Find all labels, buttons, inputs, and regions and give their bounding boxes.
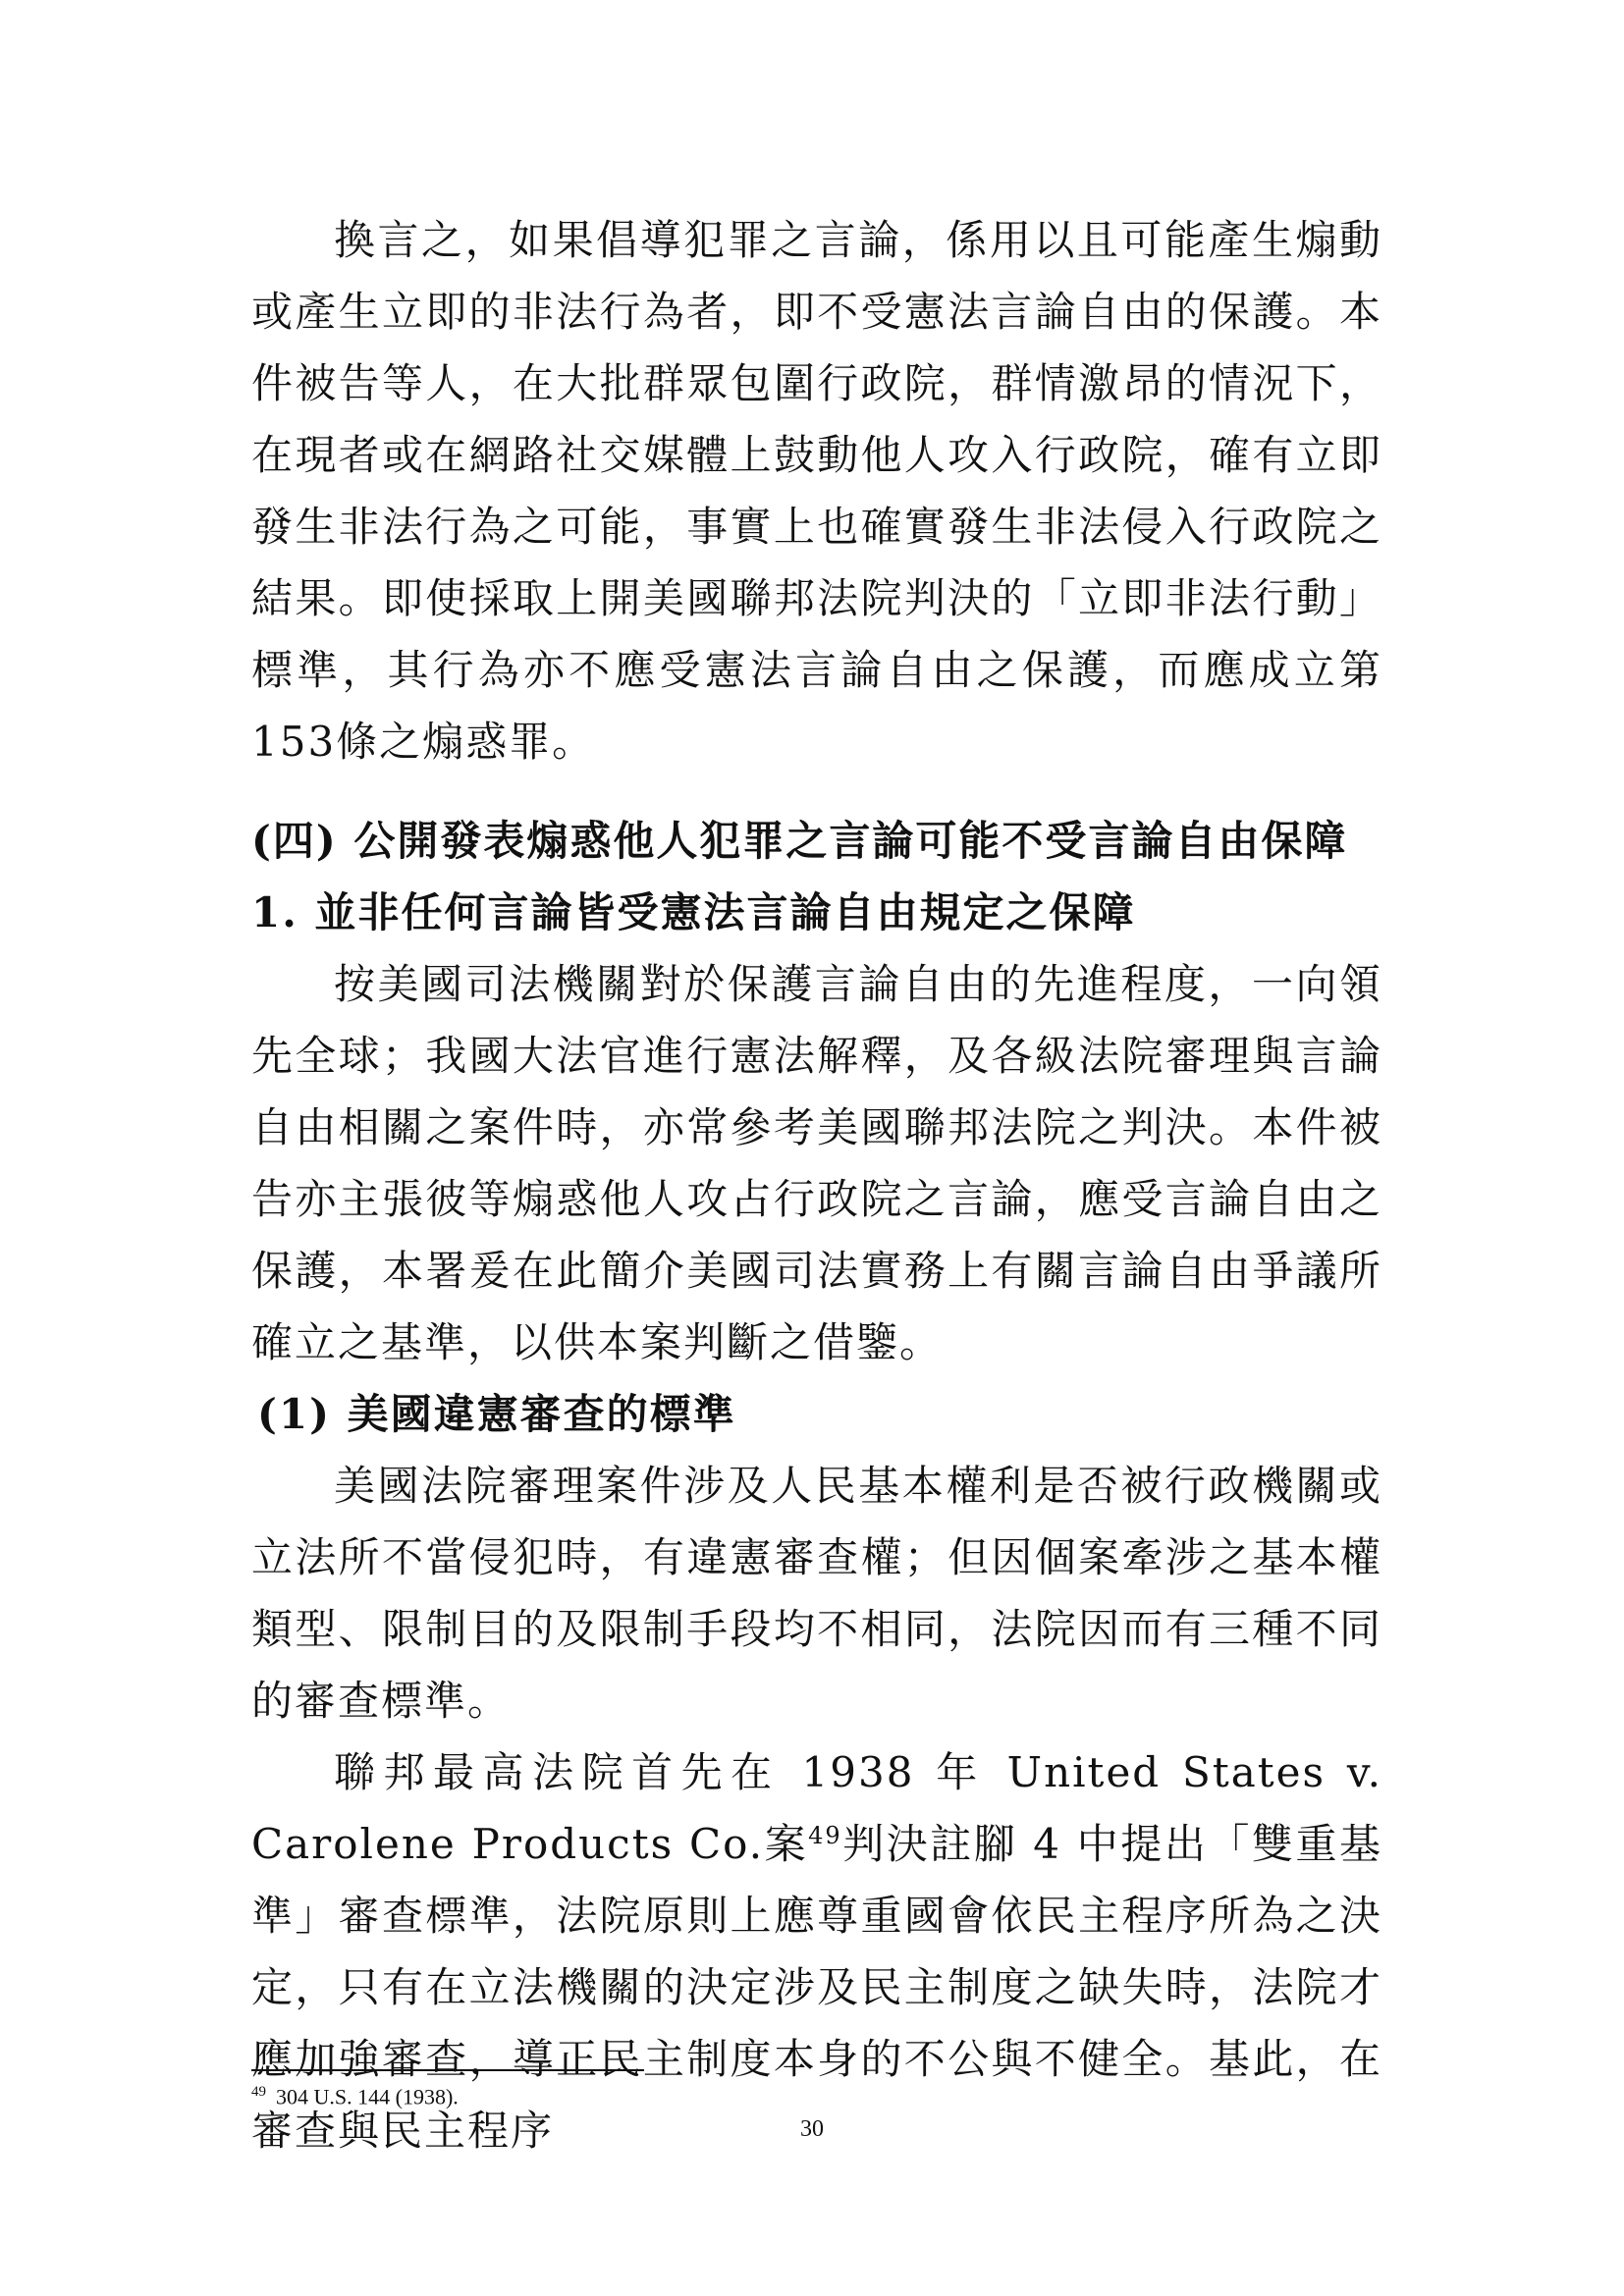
footnote-text: 304 U.S. 144 (1938). xyxy=(276,2084,459,2109)
body-text xyxy=(251,204,1382,2166)
paragraph-us-judiciary: 按美國司法機關對於保護言論自由的先進程度，一向領先全球；我國大法官進行憲法解釋，及各級法院審理與言論自由相關之案件時，亦常參考美國聯邦法院之判決。本件被告亦主張彼等煽惑他人攻占行政院之言論，應受言論自由之保護，本署爰在此簡介美國司法實務上有關言論自由爭議所確立之基準，以供本案判斷之借鑒。 xyxy=(251,960,1382,1366)
paragraph-incitement-conclusion: 換言之，如果倡導犯罪之言論，係用以且可能產生煽動或產生立即的非法行為者，即不受憲法言論自由的保護。本件被告等人，在大批群眾包圍行政院，群情激昂的情況下，在現者或在網路社交媒體上鼓動他人攻入行政院，確有立即發生非法行為之可能，事實上也確實發生非法侵入行政院之結果。即使採取上開美國聯邦法院判決的「立即非法行動」標準，其行為亦不應受憲法言論自由之保護，而應成立第153條之煽惑罪。 xyxy=(251,216,1382,766)
page-number: 30 xyxy=(800,2116,824,2142)
paragraph-review-standards: 美國法院審理案件涉及人民基本權利是否被行政機關或立法所不當侵犯時，有違憲審查權；但因個案牽涉之基本權類型、限制目的及限制手段均不相同，法院因而有三種不同的審查標準。 xyxy=(251,1462,1382,1725)
footnote-reference[interactable]: 49 xyxy=(808,1822,842,1849)
subsection-heading-review-standard: (1) 美國違憲審查的標準 xyxy=(257,1390,736,1438)
carolene-text-after: 判決註腳 4 中提出「雙重基準」審查標準，法院原則上應尊重國會依民主程序所為之決定，只有在立法機關的決定涉及民主制度之缺失時，法院才應加強審查，導正民主制度本身的不公與不健全。基此，在審查與民主程序 xyxy=(251,1820,1382,2155)
footnote-separator xyxy=(251,2069,644,2071)
section-heading-4: (四) 公開發表煽惑他人犯罪之言論可能不受言論自由保障 xyxy=(251,817,1348,865)
subsection-heading-1: 1. 並非任何言論皆受憲法言論自由規定之保障 xyxy=(251,888,1136,936)
footnote-number: 49 xyxy=(251,2084,266,2100)
footnote xyxy=(251,2077,459,2111)
carolene-text-before: 聯邦最高法院首先在 1938 年 United States v. Carolene Products Co.案 xyxy=(251,1748,1382,1868)
